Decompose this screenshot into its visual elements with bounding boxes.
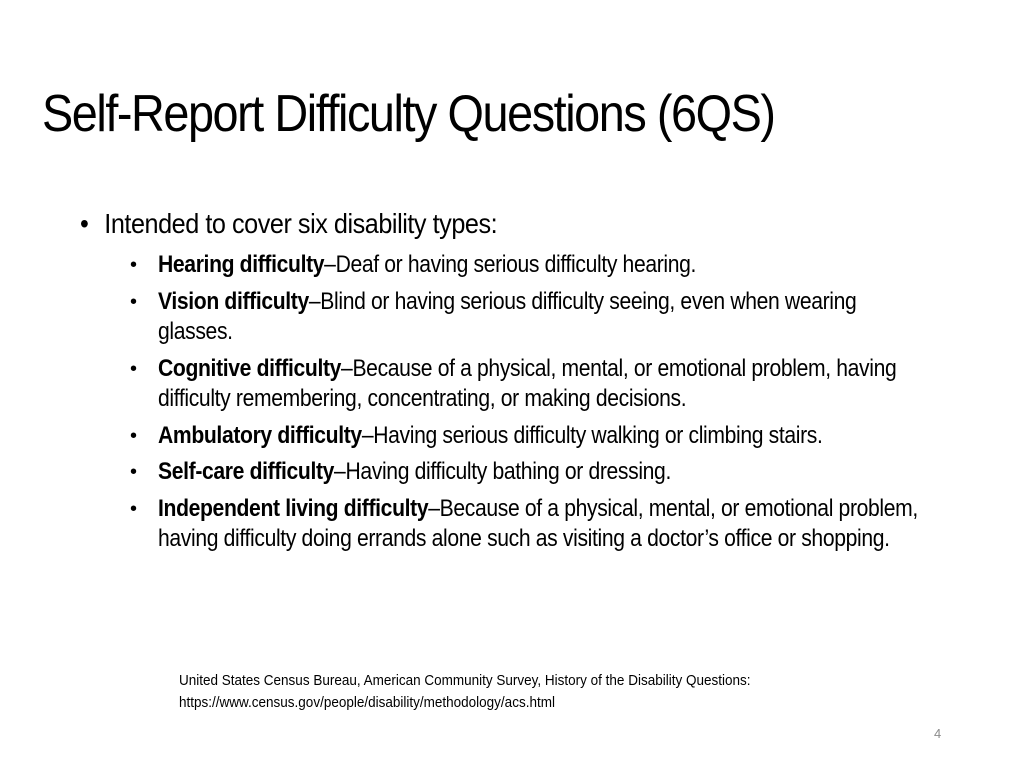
- description: Having difficulty bathing or dressing.: [345, 458, 671, 485]
- list-item-independent-living: [130, 494, 930, 555]
- list-item-self-care: [130, 457, 930, 488]
- slide-title: Self-Report Difficulty Questions (6QS): [42, 85, 775, 143]
- separator: –: [428, 494, 440, 522]
- list-item-ambulatory: [130, 421, 930, 452]
- bullet-icon: •: [130, 254, 137, 276]
- intro-text: Intended to cover six disability types:: [104, 208, 498, 239]
- disability-types-list: [130, 250, 930, 561]
- description: Because of a physical, mental, or emotional problem, having difficulty doing errands alone such as visiting a doctor’s office or shopping.: [158, 494, 918, 552]
- bullet-icon: •: [130, 290, 137, 313]
- term: Independent living difficulty: [158, 494, 429, 522]
- bullet-icon: •: [130, 357, 137, 380]
- source-url[interactable]: https://www.census.gov/people/disability/methodology/acs.html: [179, 694, 555, 711]
- source-citation: [179, 670, 751, 714]
- description: Because of a physical, mental, or emotional problem, having difficulty remembering, concentrating, or making decisions.: [158, 354, 897, 412]
- bullet-icon: •: [80, 208, 89, 239]
- list-item-vision: [130, 287, 930, 348]
- term: Ambulatory difficulty: [158, 421, 362, 449]
- description: Deaf or having serious difficulty hearing.: [335, 251, 697, 278]
- slide-body: [80, 206, 960, 242]
- separator: –: [334, 458, 346, 485]
- bullet-icon: •: [130, 461, 137, 483]
- separator: –: [341, 354, 353, 382]
- source-text: United States Census Bureau, American Community Survey, History of the Disability Questions:: [179, 672, 751, 689]
- intro-bullet: [80, 206, 872, 242]
- page-number: 4: [934, 726, 942, 741]
- description: Blind or having serious difficulty seeing, even when wearing glasses.: [158, 287, 857, 345]
- separator: –: [324, 251, 336, 278]
- term: Vision difficulty: [158, 287, 309, 315]
- bullet-icon: •: [130, 497, 137, 520]
- term: Cognitive difficulty: [158, 354, 342, 382]
- term: Self-care difficulty: [158, 458, 335, 485]
- separator: –: [361, 421, 374, 449]
- description: Having serious difficulty walking or climbing stairs.: [373, 421, 823, 449]
- term: Hearing difficulty: [158, 251, 325, 278]
- bullet-icon: •: [130, 424, 137, 447]
- list-item-hearing: [130, 250, 930, 281]
- list-item-cognitive: [130, 354, 930, 415]
- separator: –: [308, 287, 321, 315]
